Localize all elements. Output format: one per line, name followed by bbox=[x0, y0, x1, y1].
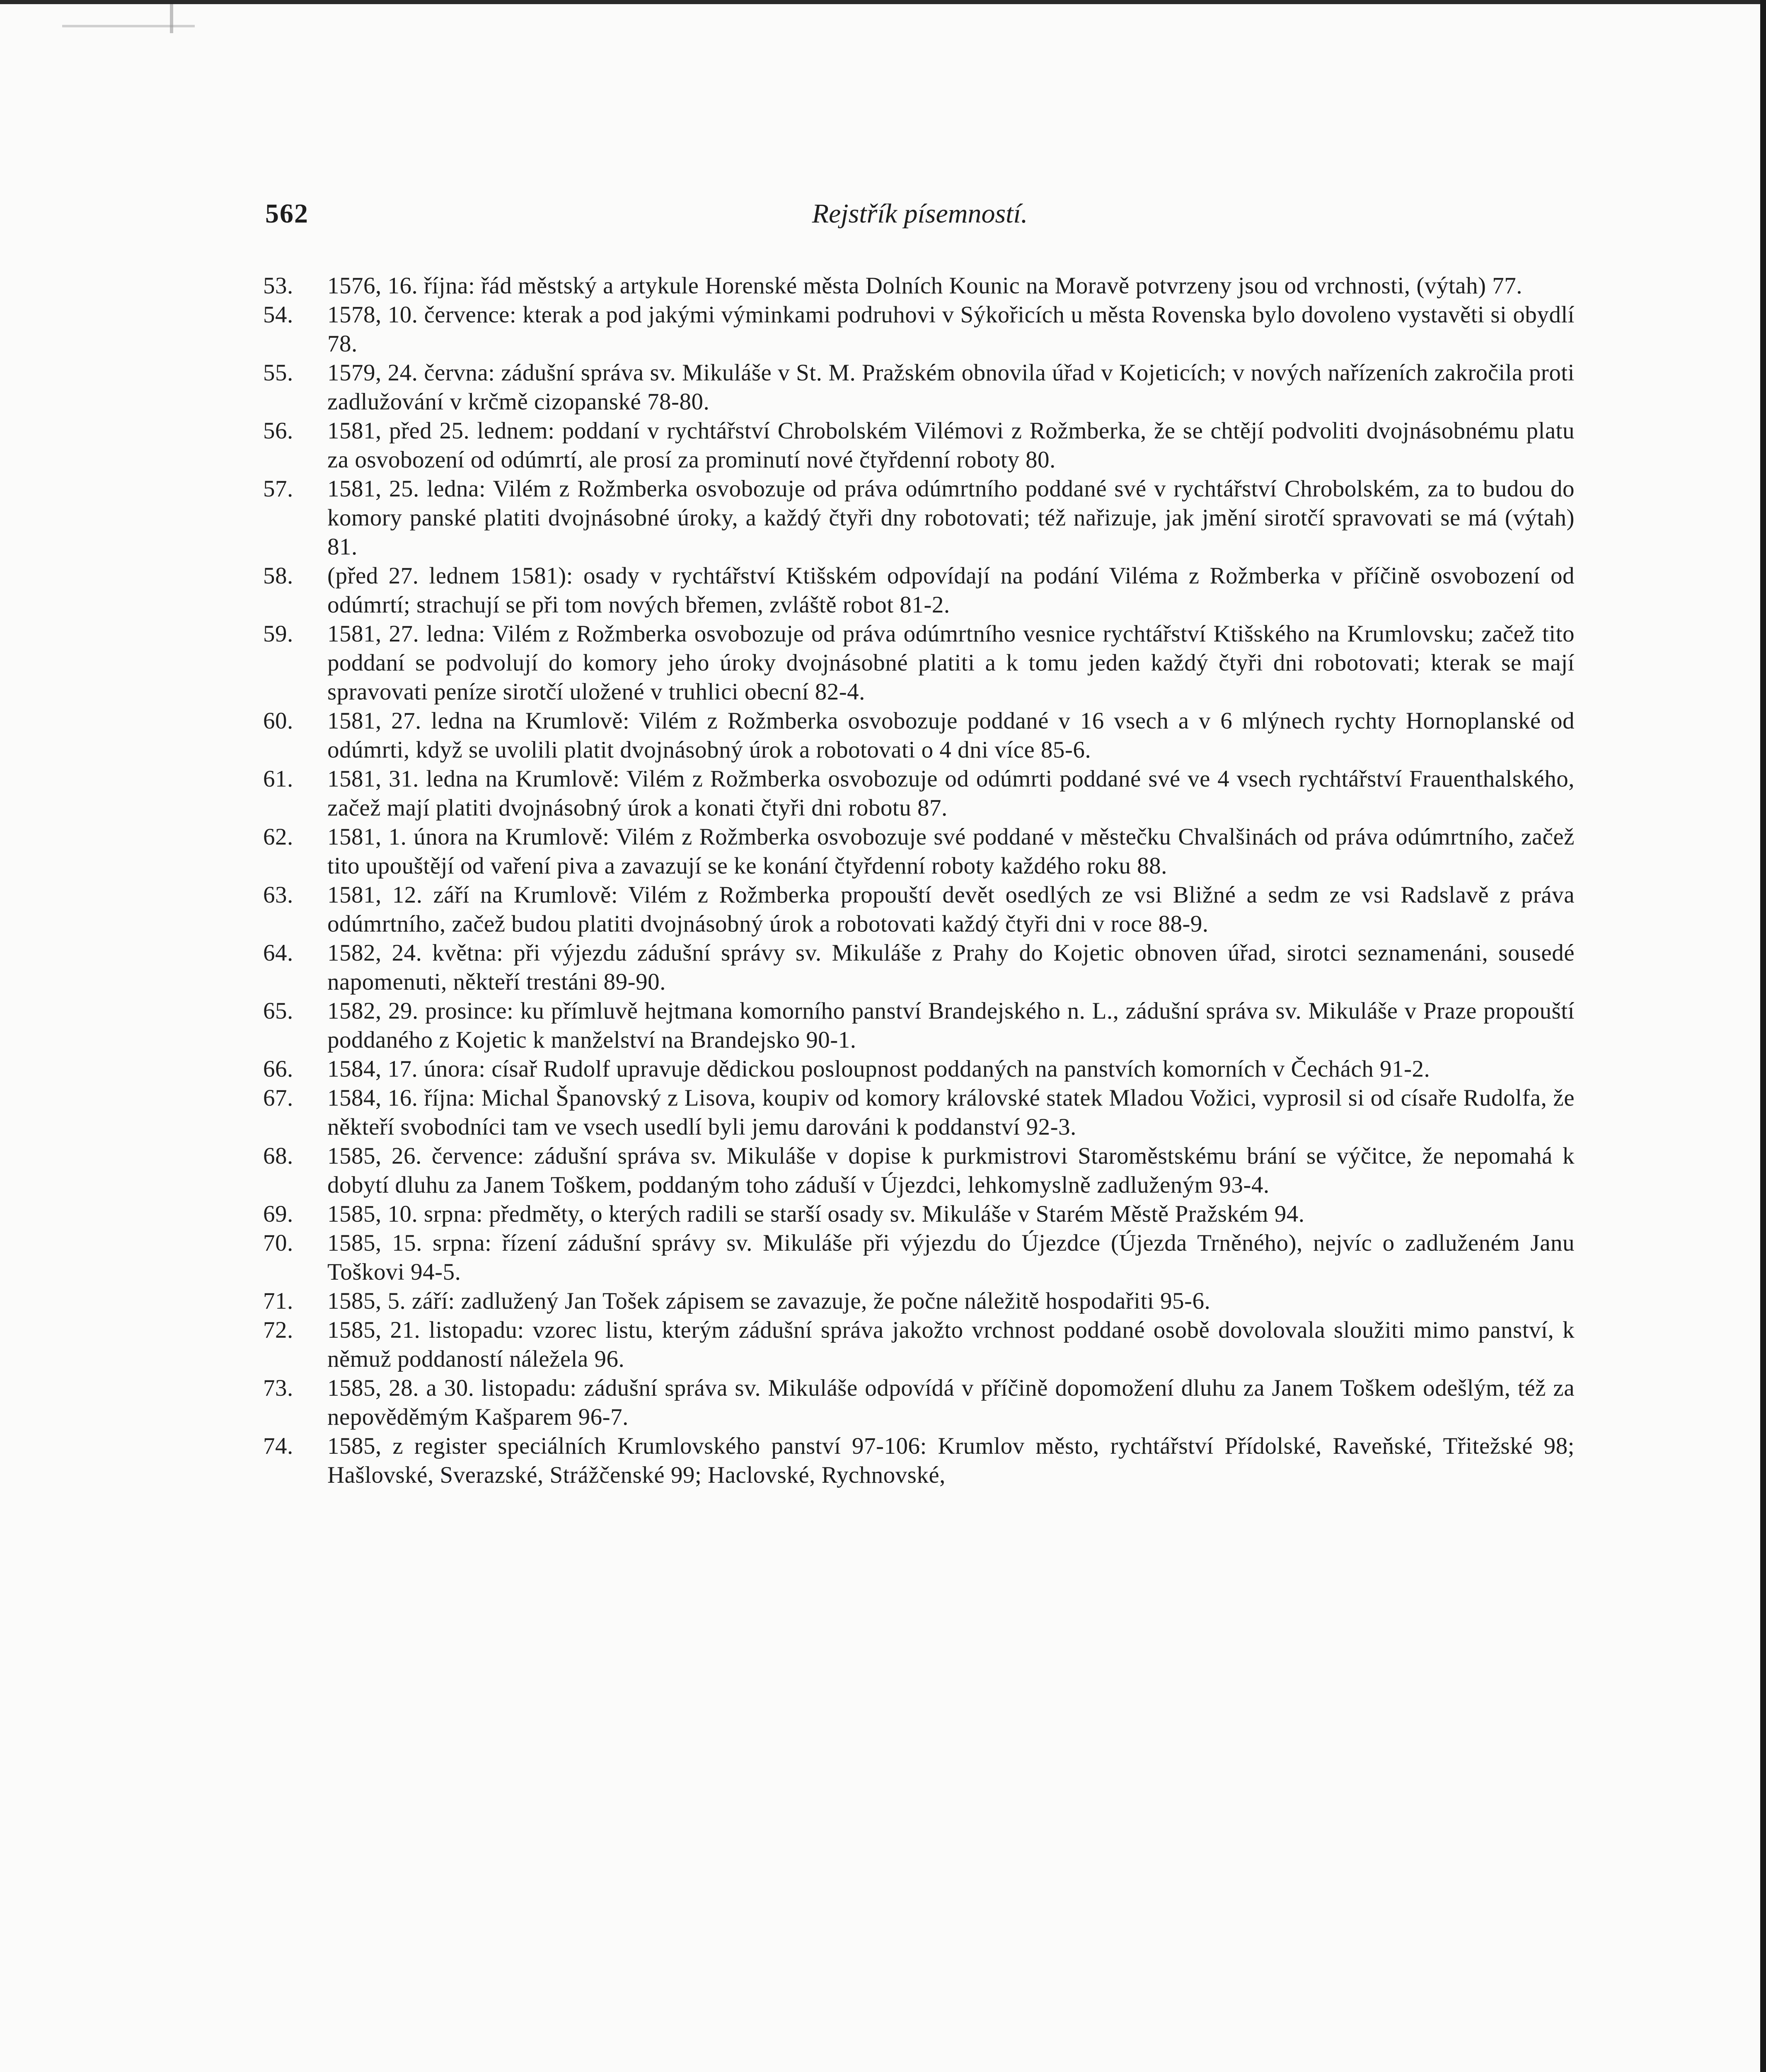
entry-text: 1585, 28. a 30. listopadu: zádušní správa sv. Mikuláše odpovídá v příčině dopomožení dluhu za Janem Toškem odešlým, též za nepověděmým Kašparem 96-7. bbox=[327, 1375, 1575, 1430]
register-entry bbox=[263, 1374, 1575, 1432]
entry-text: 1578, 10. července: kterak a pod jakými výminkami podruhovi v Sýkořicích u města Rovenska bylo dovoleno vystavěti si obydlí 78. bbox=[327, 302, 1575, 357]
entry-text: 1581, 25. ledna: Vilém z Rožmberka osvobozuje od práva odúmrtního poddané své v rychtářství Chrobolském, za to budou do komory panské platiti dvojnásobné úroky, a každý čtyři dny robotovati; též nařizuje, jak jmění sirotčí spravovati se má (výtah) 81. bbox=[327, 476, 1575, 560]
entry-number: 69. bbox=[263, 1201, 293, 1227]
entry-number: 62. bbox=[263, 824, 293, 850]
scan-border-right bbox=[1760, 0, 1766, 2072]
register-entry bbox=[263, 939, 1575, 997]
entry-number: 71. bbox=[263, 1288, 293, 1314]
register-entry bbox=[263, 765, 1575, 823]
entry-number: 65. bbox=[263, 998, 293, 1024]
entry-text: 1585, 15. srpna: řízení zádušní správy sv. Mikuláše při výjezdu do Újezdce (Újezda Trněného), nejvíc o zadluženém Janu Toškovi 94-5. bbox=[327, 1230, 1575, 1285]
entry-text: (před 27. lednem 1581): osady v rychtářství Ktišském odpovídají na podání Viléma z Rožmberka v příčině osvobození od odúmrtí; strachují se při tom nových břemen, zvláště robot 81-2. bbox=[327, 563, 1575, 618]
entry-text: 1581, 1. února na Krumlově: Vilém z Rožmberka osvobozuje své poddané v městečku Chvalšinách od práva odúmrtního, začež tito upouštějí od vaření piva a zavazují se ke konání čtyřdenní roboty každého roku 88. bbox=[327, 824, 1575, 879]
entry-text: 1581, 27. ledna na Krumlově: Vilém z Rožmberka osvobozuje poddané v 16 vsech a v 6 mlýnech rychty Hornoplanské od odúmrti, když se uvolili platit dvojnásobný úrok a robotovati o 4 dni více 85-6. bbox=[327, 708, 1575, 763]
entry-text: 1584, 17. února: císař Rudolf upravuje dědickou posloupnost poddaných na panstvích komorních v Čechách 91-2. bbox=[327, 1056, 1430, 1082]
scan-artifact bbox=[62, 0, 195, 27]
scan-artifact-tick bbox=[170, 4, 173, 33]
register-entry bbox=[263, 562, 1575, 620]
register-entry bbox=[263, 823, 1575, 881]
entry-number: 63. bbox=[263, 882, 293, 908]
register-entry bbox=[263, 1055, 1575, 1084]
register-entry bbox=[263, 1316, 1575, 1374]
entry-number: 74. bbox=[263, 1433, 293, 1459]
entry-number: 72. bbox=[263, 1317, 293, 1343]
register-entry bbox=[263, 271, 1575, 300]
entry-number: 73. bbox=[263, 1375, 293, 1401]
page-header bbox=[265, 198, 1575, 244]
running-title: Rejstřík písemností. bbox=[812, 198, 1028, 229]
entry-number: 54. bbox=[263, 302, 293, 328]
register-entries bbox=[263, 271, 1575, 2072]
entry-number: 55. bbox=[263, 360, 293, 386]
scan-border-top bbox=[0, 0, 1766, 4]
entry-text: 1584, 16. října: Michal Španovský z Lisova, koupiv od komory královské statek Mladou Vožici, vyprosil si od císaře Rudolfa, že někteří svobodníci tam ve vsech usedlí byli jemu darováni k poddanství 92-3. bbox=[327, 1085, 1575, 1140]
register-entry bbox=[263, 997, 1575, 1055]
entry-number: 64. bbox=[263, 940, 293, 966]
entry-number: 56. bbox=[263, 418, 293, 444]
register-entry bbox=[263, 1287, 1575, 1316]
entry-number: 59. bbox=[263, 621, 293, 647]
register-entry bbox=[263, 620, 1575, 707]
register-entry bbox=[263, 707, 1575, 765]
register-entry bbox=[263, 1432, 1575, 1490]
register-entry bbox=[263, 358, 1575, 416]
entry-text: 1581, před 25. lednem: poddaní v rychtářství Chrobolském Vilémovi z Rožmberka, že se chtějí podvoliti dvojnásobnému platu za osvobození od odúmrtí, ale prosí za prominutí nové čtyřdenní roboty 80. bbox=[327, 418, 1575, 473]
register-entry bbox=[263, 416, 1575, 474]
entry-number: 61. bbox=[263, 766, 293, 792]
entry-text: 1581, 27. ledna: Vilém z Rožmberka osvobozuje od práva odúmrtního vesnice rychtářství Ktišského na Krumlovsku; začež tito poddaní se podvolují do komory jeho úroky dvojnásobné platiti a k tomu jeden každý čtyři dni robotovati; kterak se mají spravovati peníze sirotčí uložené v truhlici obecní 82-4. bbox=[327, 621, 1575, 705]
entry-number: 66. bbox=[263, 1056, 293, 1082]
entry-number: 68. bbox=[263, 1143, 293, 1169]
register-entry bbox=[263, 881, 1575, 939]
entry-number: 57. bbox=[263, 476, 293, 502]
entry-number: 70. bbox=[263, 1230, 293, 1256]
entry-number: 60. bbox=[263, 708, 293, 734]
register-entry bbox=[263, 1229, 1575, 1287]
register-entry bbox=[263, 1084, 1575, 1142]
entry-number: 53. bbox=[263, 273, 293, 299]
entry-text: 1585, 10. srpna: předměty, o kterých radili se starší osady sv. Mikuláše v Starém Městě Pražském 94. bbox=[327, 1201, 1305, 1227]
register-entry bbox=[263, 1200, 1575, 1229]
entry-text: 1585, 5. září: zadlužený Jan Tošek zápisem se zavazuje, že počne náležitě hospodařiti 95-6. bbox=[327, 1288, 1211, 1314]
entry-text: 1585, z register speciálních Krumlovského panství 97-106: Krumlov město, rychtářství Přídolské, Raveňské, Třitežské 98; Hašlovské, Sverazské, Strážčenské 99; Haclovské, Rychnovské, bbox=[327, 1433, 1575, 1488]
entry-number: 67. bbox=[263, 1085, 293, 1111]
register-entry bbox=[263, 474, 1575, 562]
register-entry bbox=[263, 300, 1575, 358]
entry-text: 1585, 21. listopadu: vzorec listu, kterým zádušní správa jakožto vrchnost poddané osobě dovolovala sloužiti mimo panství, k němuž poddaností náležela 96. bbox=[327, 1317, 1575, 1372]
entry-text: 1576, 16. října: řád městský a artykule Horenské města Dolních Kounic na Moravě potvrzeny jsou od vrchnosti, (výtah) 77. bbox=[327, 273, 1523, 299]
page-number: 562 bbox=[265, 198, 309, 229]
entry-text: 1579, 24. června: zádušní správa sv. Mikuláše v St. M. Pražském obnovila úřad v Kojeticích; v nových nařízeních zakročila proti zadlužování v krčmě cizopanské 78-80. bbox=[327, 360, 1575, 415]
entry-text: 1582, 29. prosince: ku přímluvě hejtmana komorního panství Brandejského n. L., zádušní správa sv. Mikuláše v Praze propouští poddaného z Kojetic k manželství na Brandejsko 90-1. bbox=[327, 998, 1575, 1053]
entry-text: 1582, 24. května: při výjezdu zádušní správy sv. Mikuláše z Prahy do Kojetic obnoven úřad, sirotci seznamenáni, sousedé napomenuti, někteří trestáni 89-90. bbox=[327, 940, 1575, 995]
entry-number: 58. bbox=[263, 563, 293, 589]
entry-text: 1581, 12. září na Krumlově: Vilém z Rožmberka propouští devět osedlých ze vsi Bližné a sedm ze vsi Radslavě z práva odúmrtního, začež budou platiti dvojnásobný úrok a robotovati každý čtyři dni v roce 88-9. bbox=[327, 882, 1575, 937]
register-entry bbox=[263, 1142, 1575, 1200]
entry-text: 1585, 26. července: zádušní správa sv. Mikuláše v dopise k purkmistrovi Staroměstskému brání se výčitce, že nepomahá k dobytí dluhu za Janem Toškem, poddaným toho záduší v Újezdci, lehkomyslně zadluženým 93-4. bbox=[327, 1143, 1575, 1198]
entry-text: 1581, 31. ledna na Krumlově: Vilém z Rožmberka osvobozuje od odúmrti poddané své ve 4 vsech rychtářství Frauenthalského, začež mají platiti dvojnásobný úrok a konati čtyři dni robotu 87. bbox=[327, 766, 1575, 821]
